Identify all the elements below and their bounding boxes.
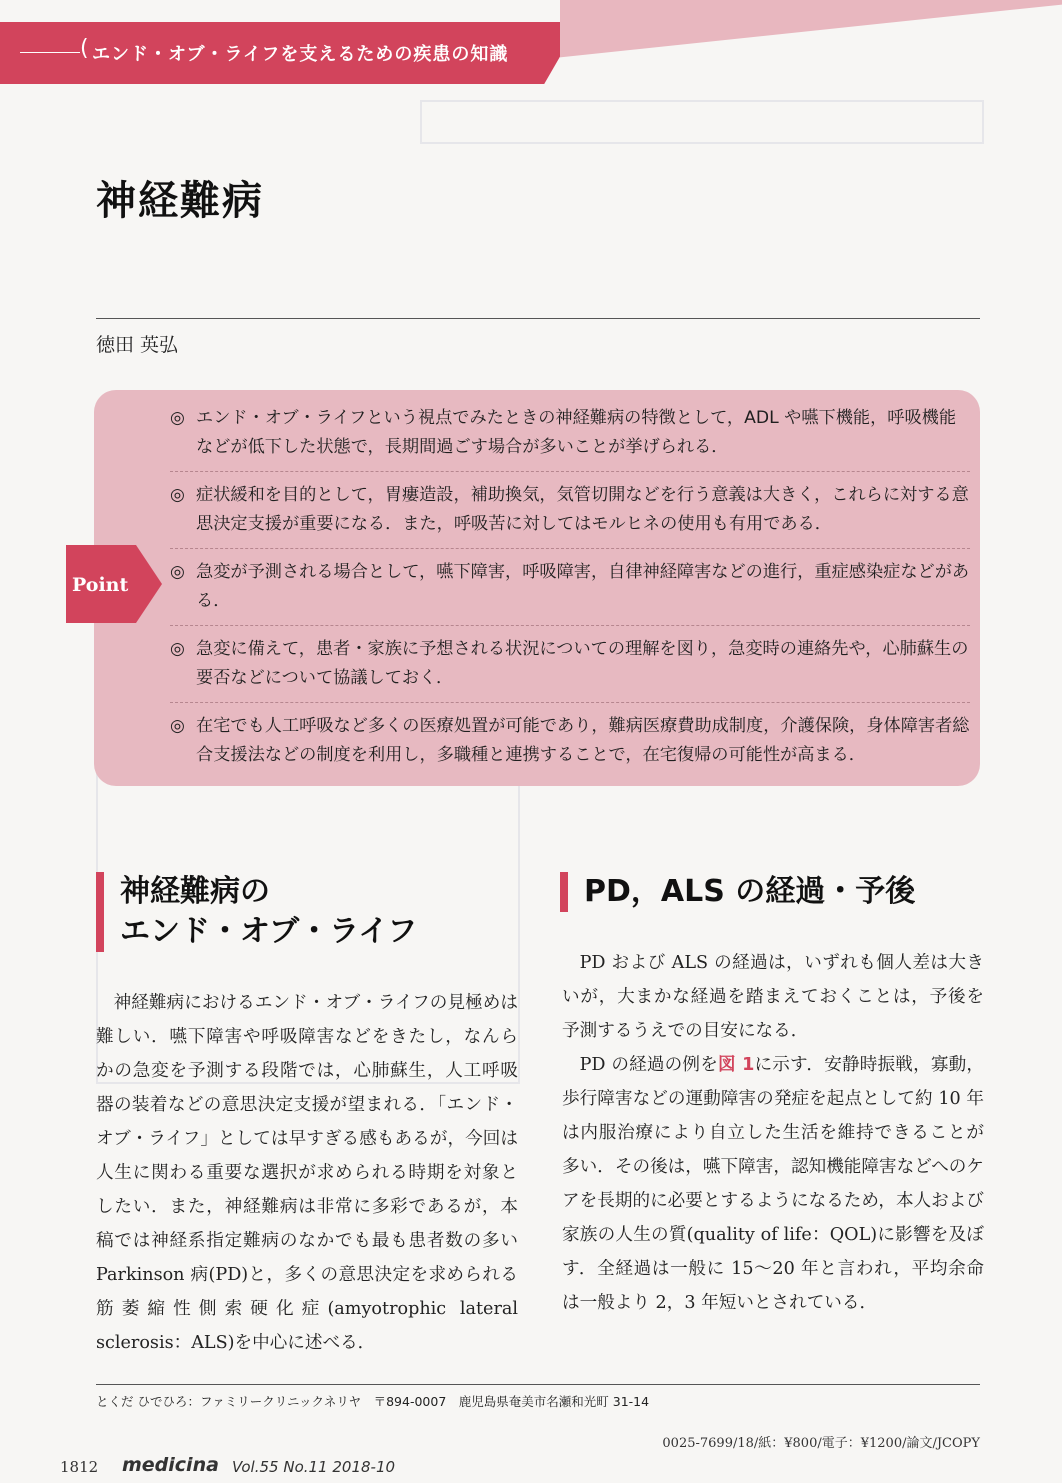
double-circle-icon: ◎: [170, 485, 185, 505]
journal-name: medicina: [122, 1454, 219, 1476]
ribbon-band-light: [560, 0, 1062, 57]
figure-link[interactable]: 図 1: [717, 1055, 755, 1075]
point-text: エンド・オブ・ライフという視点でみたときの神経難病の特徴として，ADL や嚥下機能，呼吸機能などが低下した状態で，長期間過ごす場合が多いことが挙げられる．: [196, 408, 957, 457]
section-heading-course: PD，ALS の経過・予後: [560, 872, 915, 912]
ribbon-paren: (: [80, 36, 89, 61]
article-title: 神経難病: [96, 177, 264, 224]
section-heading-line: エンド・オブ・ライフ: [120, 914, 418, 949]
show-through-frame: [420, 100, 984, 144]
double-circle-icon: ◎: [170, 408, 185, 428]
journal-volume: Vol.55 No.11 2018-10: [232, 1458, 396, 1476]
section-heading-line: 神経難病の: [120, 874, 270, 909]
body-paragraph: PD および ALS の経過は，いずれも個人差は大きいが，大まかな経過を踏まえておくことは，予後を予測するうえでの目安になる．: [562, 953, 984, 1041]
point-item: [170, 635, 970, 703]
body-paragraph: 神経難病におけるエンド・オブ・ライフの見極めは難しい．嚥下障害や呼吸障害などをきたし，なんらかの急変を予測する段階では，心肺蘇生，人工呼吸器の装着などの意思決定支援が望まれる．「エンド・オブ・ライフ」としては早すぎる感もあるが，今回は人生に関わる重要な選択が求められる時期を対象としたい．また，神経難病は非常に多彩であるが，本稿では神経系指定難病のなかでも最も患者数の多い Parkinson 病(PD)と，多くの意思決定を求められる筋萎縮性側索硬化症(amyotrophic lateral sclerosis：ALS)を中心に述べる．: [96, 993, 518, 1353]
para-text: に示す．安静時振戦，寡動，歩行障害などの運動障害の発症を起点として約 10 年は内服治療により自立した生活を維持できることが多い．その後は，嚥下障害，認知機能障害などへのケアを長期的に必要とするようになるため，本人および家族の人生の質(quality of life：QOL)に影響を及ぼす．全経過は一般に 15〜20 年と言われ，平均余命は一般より 2，3 年短いとされている．: [562, 1055, 984, 1313]
series-title: エンド・オブ・ライフを支えるための疾患の知識: [92, 44, 509, 65]
double-circle-icon: ◎: [170, 716, 185, 736]
point-text: 在宅でも人工呼吸など多くの医療処置が可能であり，難病医療費助成制度，介護保険，身体障害者総合支援法などの制度を利用し，多職種と連携することで，在宅復帰の可能性が高まる．: [196, 716, 970, 765]
point-item: [170, 404, 970, 472]
footer-rule: [96, 1384, 980, 1385]
point-label: Point: [72, 574, 129, 596]
column-left: [96, 986, 518, 1360]
body-paragraph: [562, 1048, 984, 1320]
title-rule: [96, 318, 980, 319]
point-text: 急変が予測される場合として，嚥下障害，呼吸障害，自律神経障害などの進行，重症感染症などがある．: [196, 562, 970, 611]
column-right: [562, 946, 984, 1320]
section-heading-eol: [96, 872, 417, 952]
ribbon-line: [20, 52, 80, 53]
point-item: [170, 712, 970, 779]
point-text: 症状緩和を目的として，胃瘻造設，補助換気，気管切開などを行う意義は大きく，これらに対する意思決定支援が重要になる．また，呼吸苦に対してはモルヒネの使用も有用である．: [196, 485, 969, 534]
double-circle-icon: ◎: [170, 562, 185, 582]
point-item: [170, 481, 970, 549]
point-list: [170, 404, 970, 788]
author-affiliation: とくだ ひでひろ：ファミリークリニックネリヤ 〒894-0007 鹿児島県奄美市名瀬和光町 31-14: [96, 1394, 650, 1409]
header-ribbon: [0, 0, 1062, 100]
page-number: 1812: [60, 1458, 99, 1476]
issn-line: 0025-7699/18/紙：¥800/電子：¥1200/論文/JCOPY: [662, 1436, 980, 1451]
para-text: PD の経過の例を: [579, 1055, 718, 1075]
point-item: [170, 558, 970, 626]
author-name: 徳田 英弘: [96, 334, 179, 356]
double-circle-icon: ◎: [170, 639, 185, 659]
point-text: 急変に備えて，患者・家族に予想される状況についての理解を図り，急変時の連絡先や，心肺蘇生の要否などについて協議しておく．: [196, 639, 969, 688]
